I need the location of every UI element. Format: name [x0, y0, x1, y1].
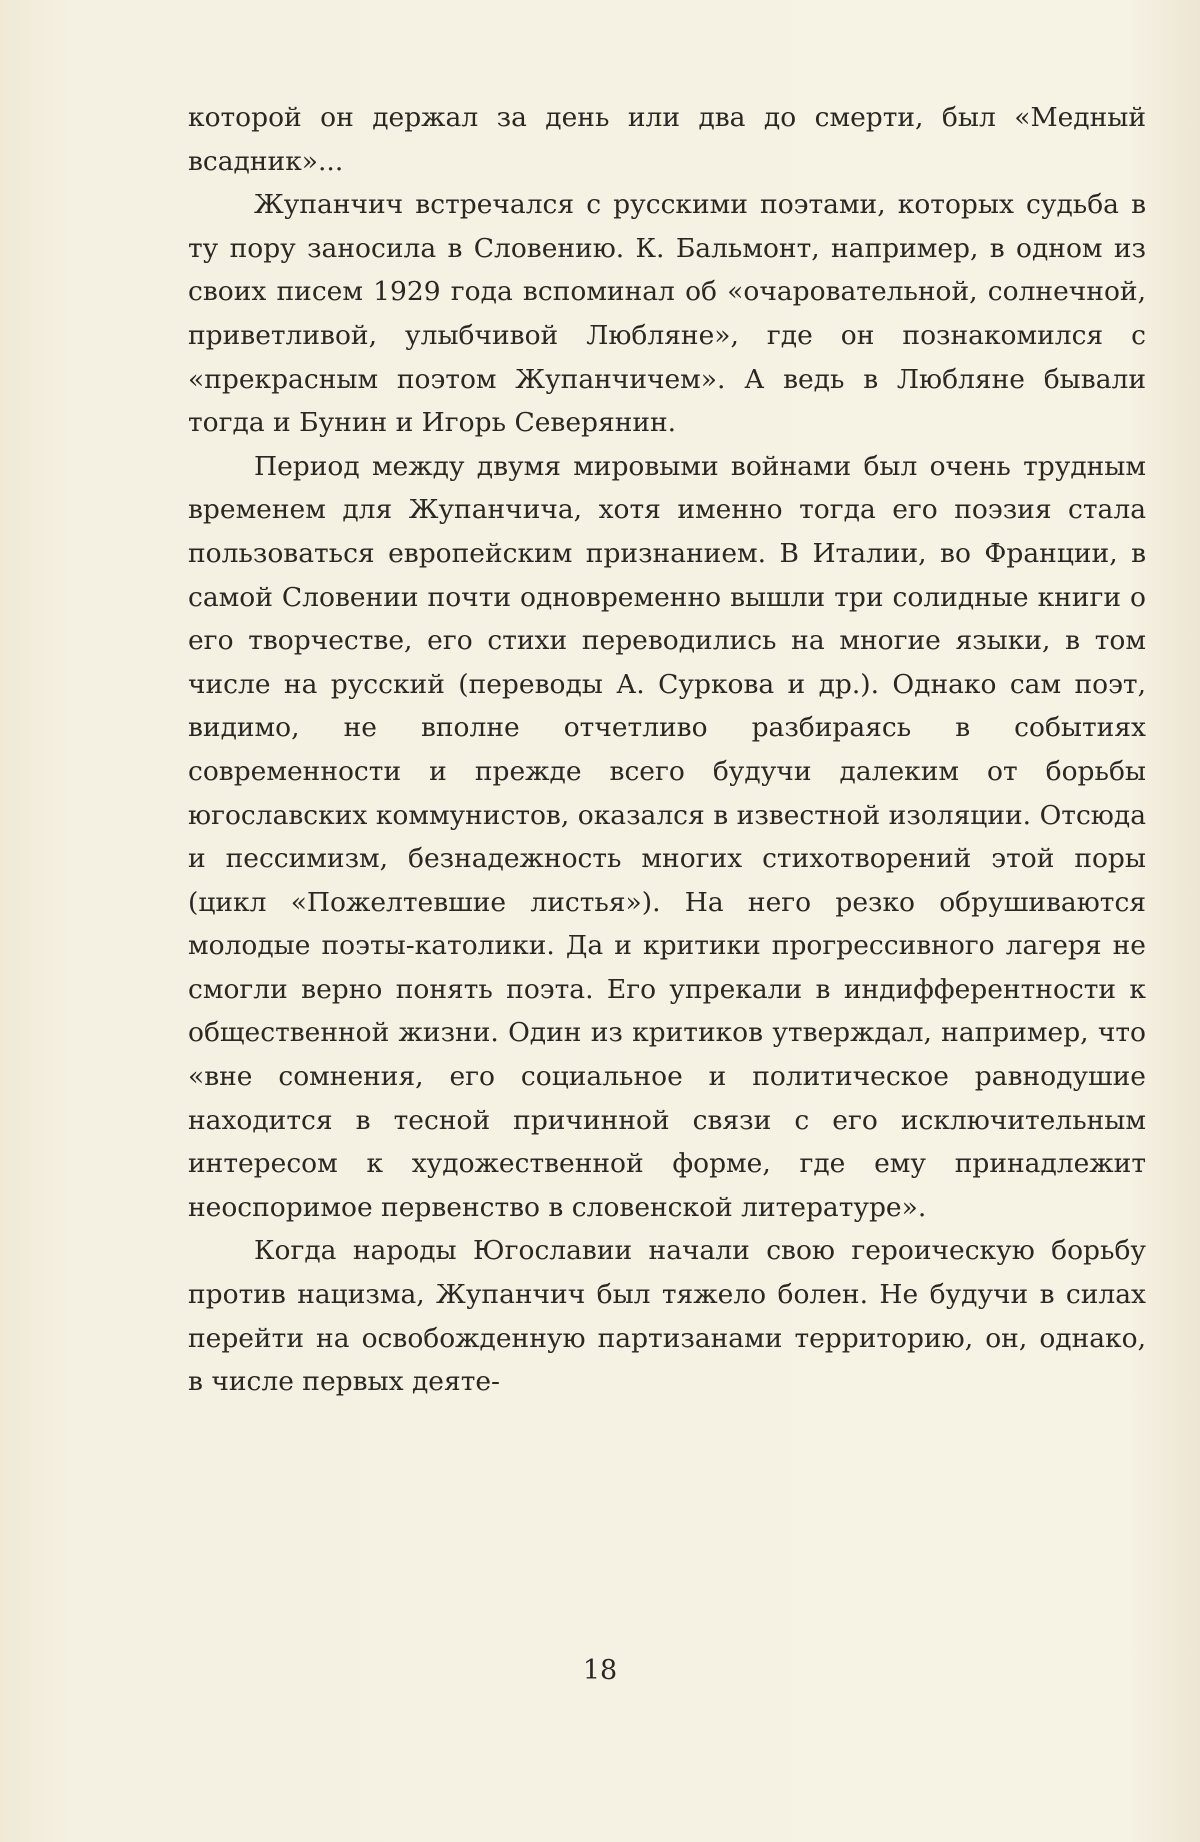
paragraph-2: Жупанчич встречался с русскими поэтами, которых судьба в ту пору заносила в Словению. К. Бальмонт, например, в одном из своих писем 1929 года вспоминал об «очаровательной, солнечной, приветливой, улыбчивой Любляне», где он познакомился с «прекрасным поэтом Жупанчичем». А ведь в Любляне бывали тогда и Бунин и Игорь Северянин. [188, 189, 1146, 439]
page-number: 18 [582, 1655, 618, 1686]
paragraph-3: Период между двумя мировыми войнами был очень трудным временем для Жупанчича, хотя именно тогда его поэзия стала пользоваться европейским признанием. В Италии, во Франции, в самой Словении почти одновременно вышли три солидные книги о его творчестве, его стихи переводились на многие языки, в том числе на русский (переводы А. Суркова и др.). Однако сам поэт, видимо, не вполне отчетливо разбираясь в событиях современности и прежде всего будучи далеким от борьбы югославских коммунистов, оказался в известной изоляции. Отсюда и пессимизм, безнадежность многих стихотворений этой поры (цикл «Пожелтевшие листья»). На него резко обрушиваются молодые поэты-католики. Да и критики прогрессивного лагеря не смогли верно понять поэта. Его упрекали в индифферентности к общественной жизни. Один из критиков утверждал, например, что «вне сомнения, его социальное и политическое равнодушие находится в тесной причинной связи с его исключительным интересом к художественной форме, где ему принадлежит неоспоримое первенство в словенской литературе». [188, 450, 1146, 1223]
page-text [188, 96, 1146, 1404]
paragraph-4: Когда народы Югославии начали свою героическую борьбу против нацизма, Жупанчич был тяжело болен. Не будучи в силах перейти на освобожденную партизанами территорию, он, однако, в числе первых деяте- [188, 1235, 1146, 1398]
paragraph-1: которой он держал за день или два до смерти, был «Медный всадник»... [188, 102, 1146, 177]
